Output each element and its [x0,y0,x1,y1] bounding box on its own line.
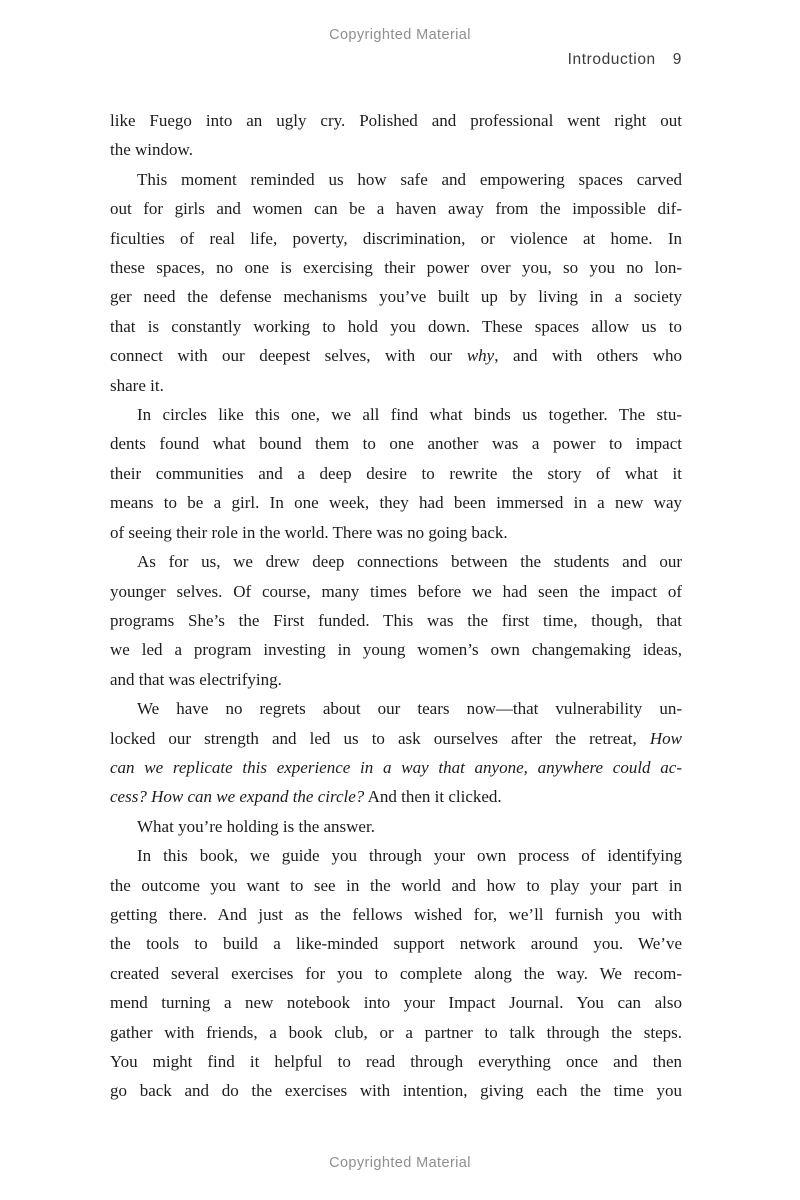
text-line: younger selves. Of course, many times before we had seen the impact of [110,581,682,601]
chapter-title: Introduction [567,51,656,68]
text-line: like Fuego into an ugly cry. Polished and professional went right out [110,111,682,130]
text-line: This moment reminded us how safe and empowering spaces carved [137,169,682,189]
text-line: go back and do the exercises with intention, giving each the time you [110,1081,682,1101]
text-line: You might find it helpful to read through everything once and then [110,1052,682,1071]
paragraph [110,841,682,1106]
watermark-top: Copyrighted Material [329,27,471,43]
text-line: In this book, we guide you through your own process of identifying [137,846,682,866]
text-line: getting there. And just as the fellows wished for, we’ll furnish you with [110,904,682,924]
text-line: dents found what bound them to one another was a power to impact [110,434,682,454]
paragraph [110,547,682,694]
text-line: cess? How can we expand the circle? And then it clicked. [110,787,502,807]
paragraph [110,694,682,812]
text-line: gather with friends, a book club, or a partner to talk through the steps. [110,1022,682,1042]
text-line: mend turning a new notebook into your Impact Journal. You can also [110,993,682,1013]
text-line: In circles like this one, we all find what binds us together. The stu- [137,405,682,425]
page-number: 9 [672,51,682,68]
text-line: that is constantly working to hold you down. These spaces allow us to [110,316,682,336]
text-line: the outcome you want to see in the world and how to play your part in [110,875,682,895]
paragraph [110,165,682,400]
paragraph [110,400,682,547]
text-line: means to be a girl. In one week, they had been immersed in a new way [110,493,682,513]
text-line: and that was electrifying. [110,669,282,689]
text-line: locked our strength and led us to ask ourselves after the retreat, How [110,728,682,748]
text-line: ficulties of real life, poverty, discrimination, or violence at home. In [110,228,682,248]
text-line: created several exercises for you to complete along the way. We recom- [110,963,682,983]
body-text [110,106,682,1106]
paragraph [110,812,682,841]
text-line: their communities and a deep desire to rewrite the story of what it [110,463,682,483]
text-line: share it. [110,375,164,395]
text-line: we led a program investing in young women’s own changemaking ideas, [110,640,682,660]
text-line: the tools to build a like-minded support network around you. We’ve [110,934,682,954]
text-line: As for us, we drew deep connections between the students and our [137,552,682,572]
text-line: We have no regrets about our tears now—that vulnerability un- [137,699,682,719]
text-line: of seeing their role in the world. There was no going back. [110,522,508,542]
paragraph [110,106,682,165]
text-line: the window. [110,140,193,160]
text-line: connect with our deepest selves, with our why, and with others who [110,346,682,366]
watermark-bottom: Copyrighted Material [329,1155,471,1171]
running-header [110,51,682,69]
text-line: programs She’s the First funded. This was the first time, though, that [110,610,682,630]
text-line: can we replicate this experience in a way that anyone, anywhere could ac- [110,757,682,777]
text-line: What you’re holding is the answer. [137,816,375,836]
text-line: ger need the defense mechanisms you’ve built up by living in a society [110,287,682,307]
text-line: these spaces, no one is exercising their power over you, so you no lon- [110,258,682,278]
text-line: out for girls and women can be a haven away from the impossible dif- [110,199,682,219]
